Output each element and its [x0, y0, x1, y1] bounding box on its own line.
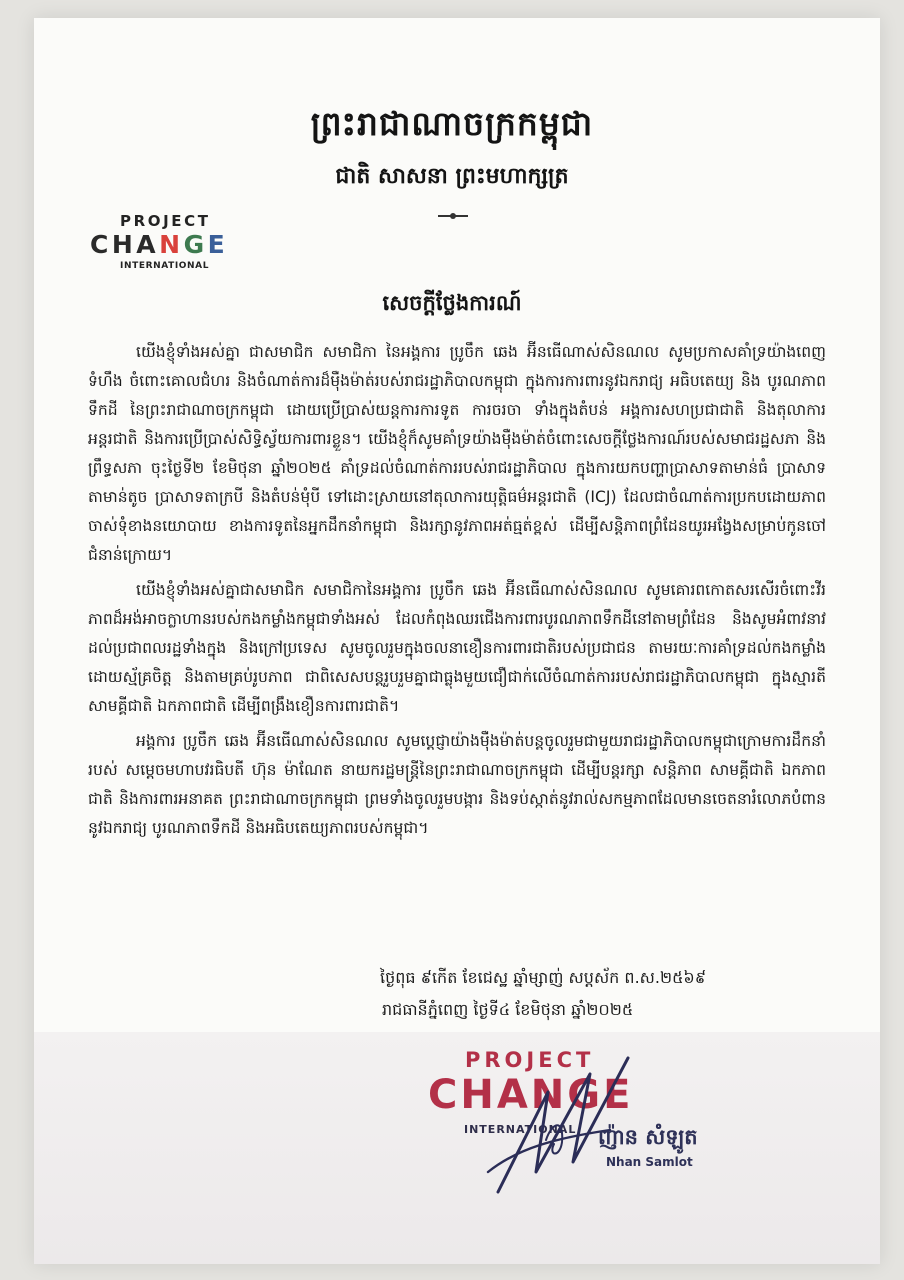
- solar-date: រាជធានីភ្នំពេញ ថ្ងៃទី៤ ខែមិថុនា ឆ្នាំ២០២៥: [382, 1000, 634, 1019]
- document-title: សេចក្តីថ្លែងការណ៍: [382, 291, 522, 315]
- stamp-international-text: INTERNATIONAL: [464, 1123, 577, 1136]
- logo-letter: C: [90, 230, 112, 259]
- signer-block: [598, 1124, 738, 1169]
- signer-name-khmer: ញ៉ាន សំឡូត: [598, 1125, 698, 1149]
- kingdom-heading: ព្រះរាជាណាចក្រកម្ពុជា: [310, 104, 594, 143]
- body-paragraph: អង្គការ ប្រូចឹក ឆេង អ៊ីនធើណាស់សិនណល សូមប្តេជ្ញាយ៉ាងម៉ឺងម៉ាត់បន្តចូលរួមជាមួយរាជរដ្ឋាភិបាលកម្ពុជាក្រោមការដឹកនាំរបស់ សម្តេចមហាបវរធិបតី ហ៊ុន ម៉ាណែត នាយករដ្ឋមន្ត្រីនៃព្រះរាជាណាចក្រកម្ពុជា ដើម្បីបន្តរក្សា សន្តិភាព សាមគ្គីជាតិ ឯកភាពជាតិ និងការពារអនាគត ព្រះរាជាណាចក្រកម្ពុជា ព្រមទាំងចូលរួមបង្ការ និងទប់ស្កាត់នូវរាល់សកម្មភាពដែលមានចេតនារំលោភបំពាននូវឯករាជ្យ បូរណភាពទឹកដី និងអធិបតេយ្យភាពរបស់កម្ពុជា។: [88, 732, 826, 837]
- ornament-divider: [438, 213, 468, 219]
- logo-project-text: PROJECT: [120, 212, 211, 230]
- logo-international-text: INTERNATIONAL: [120, 261, 210, 271]
- lunar-date: ថ្ងៃពុធ ៩កើត ខែជេស្ឋ ឆ្នាំម្សាញ់ សប្តស័ក ព.ស.២៥៦៩: [380, 968, 707, 987]
- date-block: [380, 962, 850, 1026]
- signer-name-english: Nhan Samlot: [606, 1155, 693, 1169]
- logo-letter: A: [136, 230, 160, 259]
- document-body: [88, 338, 826, 849]
- body-paragraph: យើងខ្ញុំទាំងអស់គ្នាជាសមាជិក សមាជិកានៃអង្គការ ប្រូចឹក ឆេង អ៊ីនធើណាស់សិនណល សូមគោរពកោតសរសើរចំពោះវីរភាពដ៏អង់អាចក្លាហានរបស់កងកម្លាំងកម្ពុជាទាំងអស់ ដែលកំពុងឈរជើងការពារបូរណភាពទឹកដីនៅតាមព្រំដែន និងសូមអំពាវនាវដល់ប្រជាពលរដ្ឋទាំងក្នុង និងក្រៅប្រទេស សូមចូលរួមក្នុងចលនាខឿនការពារជាតិរបស់ប្រជាជន តាមរយៈការគាំទ្រដល់កងកម្លាំង ដោយស្ម័គ្រចិត្ត និងតាមគ្រប់រូបភាព ជាពិសេសបន្តរួបរួមគ្នាជាធ្លុងមួយជឿជាក់លើចំណាត់ការរបស់រាជរដ្ឋាភិបាលកម្ពុជា ក្នុងស្មារតីសាមគ្គីជាតិ ឯកភាពជាតិ ដើម្បីពង្រឹងខឿនការពារជាតិ។: [88, 581, 826, 715]
- stamp-project-text: PROJECT: [465, 1048, 595, 1072]
- national-motto: ជាតិ សាសនា ព្រះមហាក្សត្រ: [335, 164, 569, 189]
- organization-logo: [90, 212, 260, 278]
- logo-change-text: [90, 230, 228, 259]
- stamp-change-text: CHANGE: [428, 1072, 634, 1118]
- logo-letter: N: [159, 230, 184, 259]
- logo-letter: H: [111, 230, 137, 259]
- body-paragraph: យើងខ្ញុំទាំងអស់គ្នា ជាសមាជិក សមាជិកា នៃអង្គការ ប្រូចឹក ឆេង អ៊ីនធើណាស់សិនណល សូមប្រកាសគាំទ្រយ៉ាងពេញទំហឹង ចំពោះគោលជំហរ និងចំណាត់ការដ៏ម៉ឺងម៉ាត់របស់រាជរដ្ឋាភិបាលកម្ពុជា ក្នុងការការពារនូវឯករាជ្យ អធិបតេយ្យ និង បូរណភាពទឹកដី នៃព្រះរាជាណាចក្រកម្ពុជា ដោយប្រើប្រាស់យន្តការការទូត ការចរចា ទាំងក្នុងតំបន់ អង្គការសហប្រជាជាតិ និងតុលាការអន្តរជាតិ និងការប្រើប្រាស់សិទ្ធិស្វ័យការពារខ្លួន។ យើងខ្ញុំក៏សូមគាំទ្រយ៉ាងម៉ឺងម៉ាត់ចំពោះសេចក្តីថ្លែងការណ៍របស់សមាជរដ្ឋសភា និង ព្រឹទ្ធសភា ចុះថ្ងៃទី២ ខែមិថុនា ឆ្នាំ២០២៥ គាំទ្រដល់ចំណាត់ការរបស់រាជរដ្ឋាភិបាល ក្នុងការយកបញ្ហាប្រាសាទតាមាន់ធំ ប្រាសាទតាមាន់តូច ប្រាសាទតាក្របី និងតំបន់មុំបី ទៅដោះស្រាយនៅតុលាការយុត្តិធម៌អន្តរជាតិ (ICJ) ដែលជាចំណាត់ការប្រកបដោយភាពចាស់ទុំខាងនយោបាយ ខាងការទូតនៃអ្នកដឹកនាំកម្ពុជា និងរក្សានូវភាពអត់ធ្មត់ខ្ពស់ ដើម្បីសន្តិភាពព្រំដែនយូរអង្វែងសម្រាប់កូនចៅជំនាន់ក្រោយ។: [88, 343, 826, 564]
- logo-letter: G: [183, 230, 208, 259]
- logo-letter: E: [207, 230, 229, 259]
